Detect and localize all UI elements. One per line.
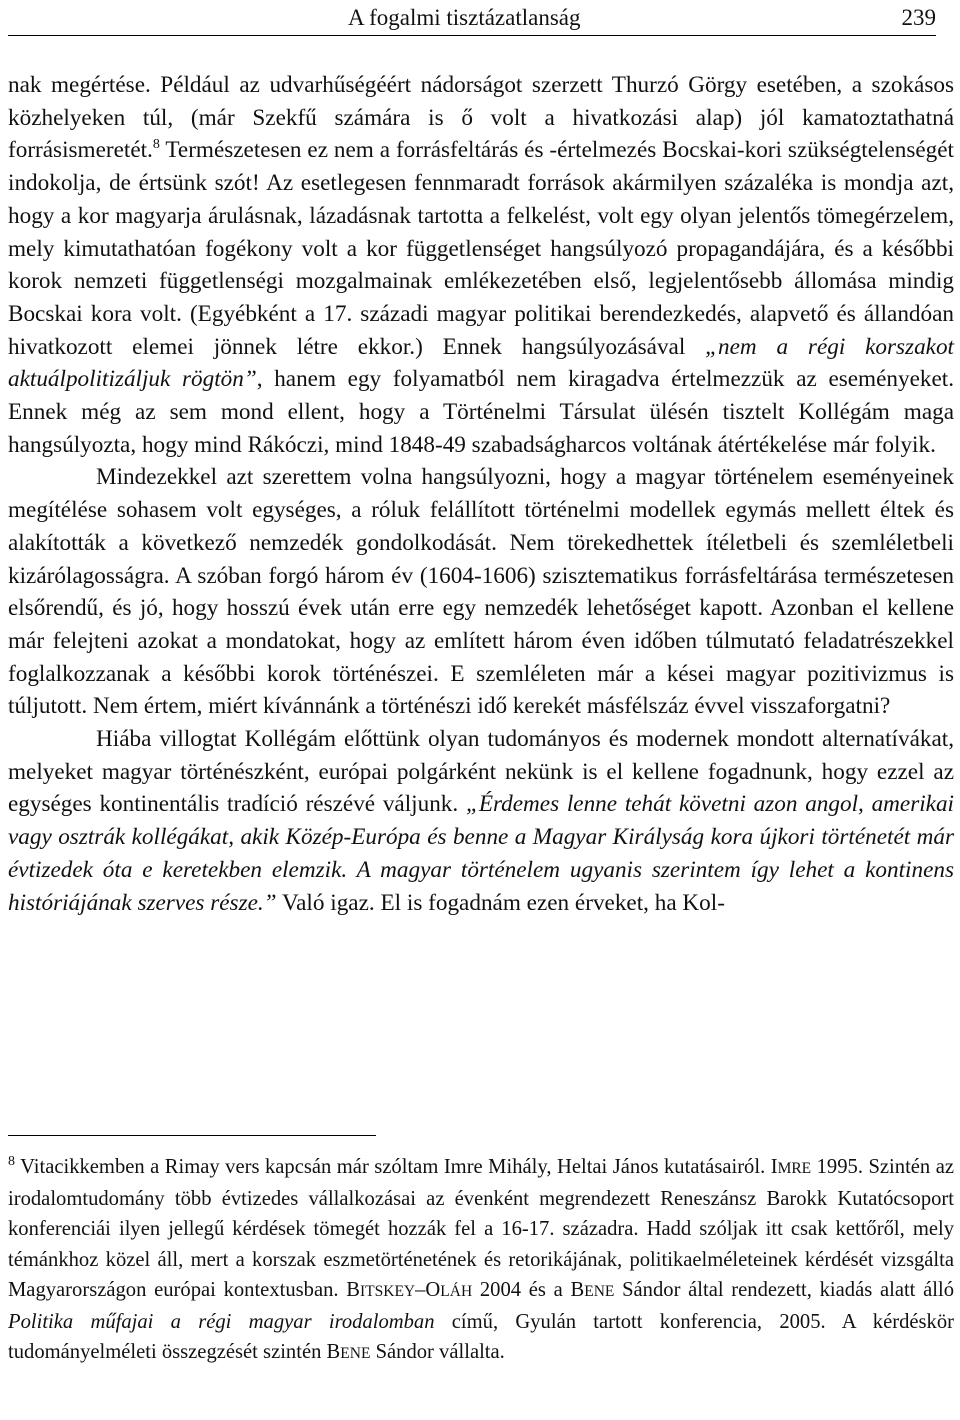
footnote-author-smallcaps: LÁH [440, 1282, 473, 1300]
footnote-reference-8[interactable]: 8 [152, 137, 160, 153]
paragraph-3-quote: „Érdemes lenne tehát követni azon angol, amerikai vagy osztrák kollégákat, akik Közép-Európa és benne a Magyar Királyság kora újkori történetét már évtizedek óta e keretekben elemzik. A magyar történelem ugyanis szerintem így lehet a kontinens históriájának szerves része.” [8, 791, 954, 916]
footnote-author-smallcaps: ENE [584, 1282, 615, 1300]
footnote-book-title: Politika műfajai a régi magyar irodalomban [8, 1311, 435, 1334]
page-number: 239 [901, 5, 936, 30]
running-header [8, 0, 936, 36]
footnote-part: Vitacikkemben a Rimay vers kapcsán már szóltam Imre Mihály, Heltai János kutatásairól. [15, 1156, 771, 1178]
paragraph-1-text-b: Természetesen ez nem a forrásfeltárás és -értelmezés Bocskai-kori szükségtelenségét indokolja, de értsünk szót! Az esetlegesen fennmaradt források akármilyen százaléka is mondja azt, hogy a kor magyarja árulásnak, lázadásnak tartotta a felkelést, volt egy olyan jelentős tömegérzelem, mely kimutathatóan fogékony volt a kor függetlenséget hangsúlyozó propagandájára, és a későbbi korok nemzeti függetlenségi mozgalmainak emlékezetében első, legjelentősebb állomása mindig Bocskai kora volt. (Egyébként a 17. századi magyar politikai berendezkedés, alapvető és állandóan hivatkozott elemei jönnek létre ekkor.) Ennek hangsúlyozásával [8, 137, 954, 360]
paragraph-2: Mindezekkel azt szerettem volna hangsúlyozni, hogy a magyar történelem eseményeinek megítélése sohasem volt egységes, a róluk felállított történelmi modellek egymás mellett éltek és alakították a következő nemzedék gondolkodását. Nem törekedhettek ítéletbeli és szemléletbeli kizárólagosságra. A szóban forgó három év (1604-1606) szisztematikus forrásfeltárása természetesen elsőrendű, és jó, hogy hosszú évek után erre egy nemzedék lehetőséget kapott. Azonban el kellene már felejteni azokat a mondatokat, hogy az említett három éven időben túlmutató feladatrészekkel foglalkozzanak a későbbi korok történészei. E szemléleten már a kései magyar pozitivizmus is túljutott. Nem értem, miért kívánnánk a történészi idő kerekét másfélszáz évvel visszaforgatni? [8, 464, 954, 720]
footnote-8 [8, 1152, 954, 1369]
paragraph-1 [8, 69, 954, 461]
footnote-author-initial: I [770, 1156, 778, 1178]
footnote-dash: – [415, 1278, 426, 1301]
footnote-author-initial: B [346, 1278, 360, 1301]
paragraph-3 [8, 723, 954, 919]
paragraph-1-text-a: nak megértése. Például az udvarhűségéért nádorságot szerzett Thurzó Görgy esetében, a szokásos közhelyeken túl, (már Szekfű számára is ő volt a hivatkozási alap) jól kamatoztathatná forrásismeretét. [8, 72, 954, 164]
footnote-marker: 8 [8, 1154, 15, 1169]
footnote-part: 2004 és a [472, 1278, 571, 1301]
footnote-text [8, 1152, 954, 1369]
footnote-author-smallcaps: ENE [340, 1345, 371, 1363]
footnote-part: című, Gyulán tartott konferencia, 2005. A kérdéskör tudományelméleti összegzését szintén [8, 1311, 955, 1364]
footnote-author-initial: B [326, 1341, 341, 1364]
paragraph-3-text-b: Való igaz. El is fogadnám ezen érveket, ha Kol- [276, 889, 725, 916]
paragraph-3-text-a: Hiába villogtat Kollégám előttünk olyan tudományos és modernek mondott alternatívákat, melyeket magyar történészként, európai polgárként nekünk is el kellene fogadnunk, hogy ezzel az egységes kontinentális tradíció részévé váljunk. [8, 726, 954, 818]
footnote-author-smallcaps: ITSKEY [360, 1282, 416, 1300]
running-title: A fogalmi tisztázatlanság [348, 5, 581, 30]
footnote-divider [8, 1135, 376, 1136]
footnote-part: Sándor vállalta. [370, 1341, 505, 1364]
footnote-author-initial: O [425, 1278, 441, 1301]
footnote-author-smallcaps: MRE [777, 1160, 812, 1177]
footnote-author-initial: B [570, 1278, 585, 1301]
paragraph-1-quote: „nem a régi korszakot aktuálpolitizáljuk rögtön” [8, 333, 954, 393]
paragraph-1-text-c: , hanem egy folyamatból nem kiragadva értelmezzük az eseményeket. Ennek még az sem mond ellent, hogy a Történelmi Társulat ülésén tisztelt Kollégám maga hangsúlyozta, hogy mind Rákóczi, mind 1848-49 szabadságharcos voltának átértékelése már folyik. [8, 366, 954, 458]
footnote-part: Sándor által rendezett, kiadás alatt álló [614, 1278, 954, 1301]
footnote-part: 1995. Szintén az irodalomtudomány több évtizedes vállalkozásai az évenként megrendezett Reneszánsz Barokk Kutatócsoport konferenciái ilyen jellegű kérdések tömegét hozzák fel a 16-17. századra. Hadd szóljak itt csak kettőről, mely témánkhoz közel áll, mert a korszak eszmetörténetének és retorikájának, politikaelméleteinek kérdését vizsgálta Magyarországon európai kontextusban. [8, 1156, 954, 1301]
main-text [8, 69, 954, 919]
